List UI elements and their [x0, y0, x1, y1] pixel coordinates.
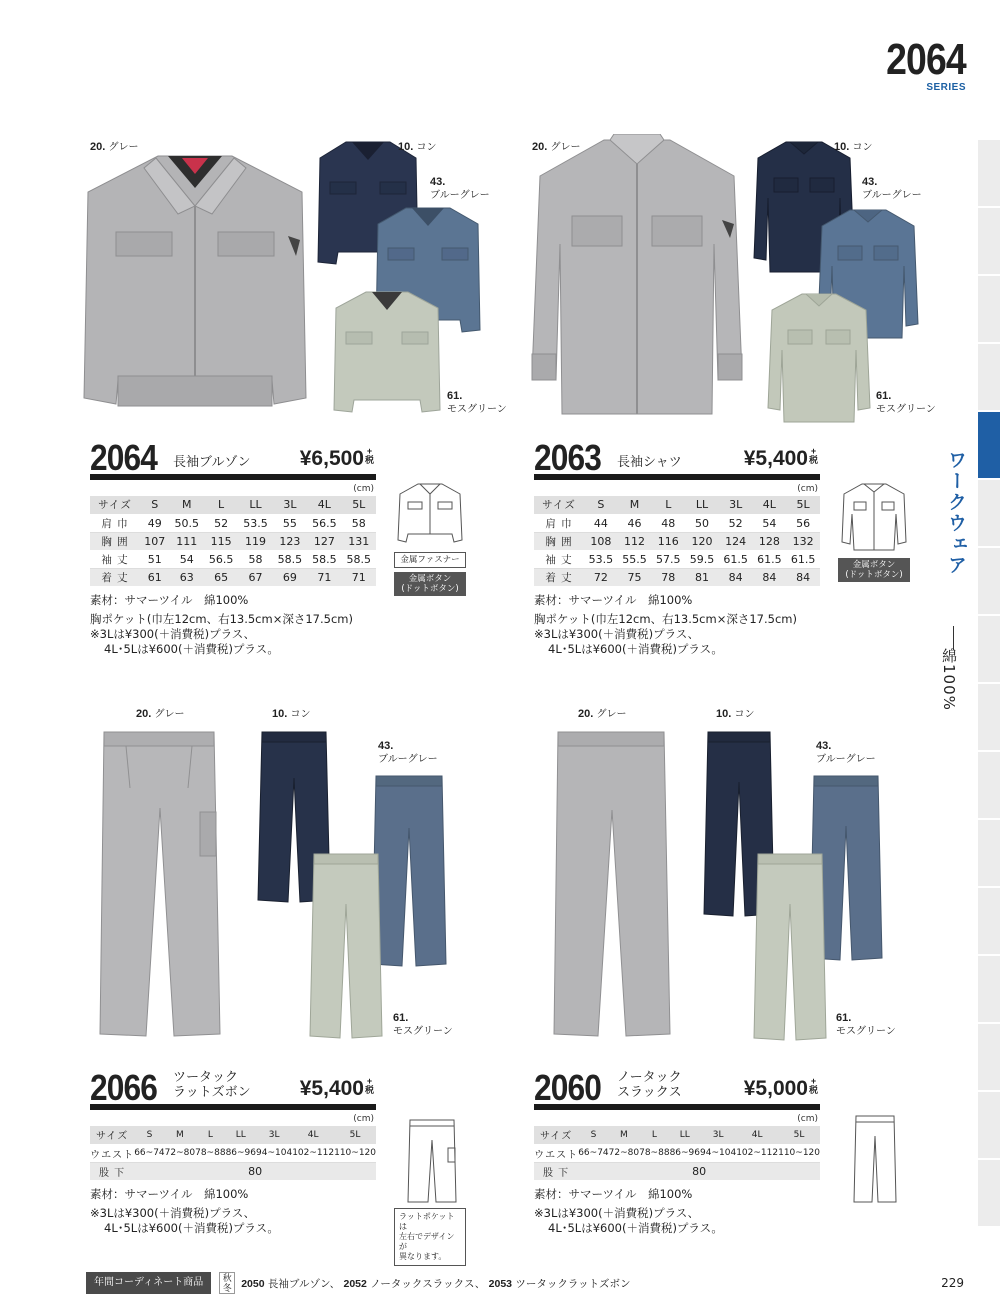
product-notes	[534, 593, 820, 657]
side-tab[interactable]	[978, 888, 1000, 956]
table-row: ウエスト 66~74 72~80 78~88 86~96 94~104 102~112 110~120	[90, 1144, 376, 1162]
season-badge: 秋 冬	[219, 1272, 235, 1294]
side-tab[interactable]	[978, 1160, 1000, 1228]
color-label-mossgreen: 61. モスグリーン	[876, 390, 936, 415]
jacket-mossgreen-photo	[332, 288, 442, 416]
slacks-mossgreen-photo	[752, 850, 828, 1042]
product-code: 2063	[534, 437, 601, 478]
size-header-row: サイズ S M L LL 3L 4L 5L	[90, 1126, 376, 1144]
product-header	[534, 1067, 820, 1110]
coordinate-items: 2050 長袖ブルゾン、 2052 ノータックスラックス、 2053 ツータックラットズボン	[241, 1277, 631, 1290]
jacket-sketch-icon	[396, 480, 464, 546]
product-code: 2064	[90, 437, 157, 478]
color-label-bluegray: 43. ブルーグレー	[430, 176, 490, 201]
color-label-bluegray: 43. ブルーグレー	[862, 176, 922, 201]
color-label-gray: 20. グレー	[90, 141, 139, 153]
table-row: 肩 巾 49 50.5 52 53.5 55 56.5 58	[90, 514, 376, 532]
table-row: 股 下 80	[534, 1162, 820, 1180]
color-label-navy: 10. コン	[716, 708, 755, 720]
side-tab[interactable]	[978, 752, 1000, 820]
size-header-row: サイズ S M L LL 3L 4L 5L	[90, 496, 376, 514]
color-label-navy: 10. コン	[398, 141, 437, 153]
material-text: 素材：サマーツイル 綿100%	[534, 1186, 693, 1201]
table-row: 肩 巾 44 46 48 50 52 54 56	[534, 514, 820, 532]
product-name: 長袖ブルゾン	[173, 455, 251, 470]
pocket-text: 胸ポケット(巾左12cm、右13.5cm×深さ17.5cm)	[90, 611, 353, 626]
product-price: ¥5,000 + 税	[743, 1076, 818, 1100]
size-table	[90, 496, 376, 587]
table-row: 胸 囲 107 111 115 119 123 127 131	[90, 532, 376, 550]
product-header	[534, 437, 820, 480]
product-name: 長袖シャツ	[617, 455, 682, 470]
side-tab-active[interactable]	[978, 412, 1000, 480]
product-2064	[90, 437, 376, 657]
series-label: SERIES	[926, 82, 966, 93]
table-row: 胸 囲 108 112 116 120 124 128 132	[534, 532, 820, 550]
side-tabs	[978, 140, 1000, 1228]
side-material: 綿100%	[940, 648, 958, 711]
side-tab[interactable]	[978, 1024, 1000, 1092]
feature-badge-button: 金属ボタン (ドットボタン)	[394, 572, 466, 596]
product-header	[90, 437, 376, 480]
side-tab[interactable]	[978, 616, 1000, 684]
series-number: 2064	[886, 35, 966, 84]
series-header	[872, 35, 966, 93]
price-note: 4L･5Lは¥600(＋消費税)プラス。	[104, 1220, 279, 1235]
pants-mossgreen-photo	[308, 850, 384, 1040]
table-row: ウエスト 66~74 72~80 78~88 86~96 94~104 102~112 110~120	[534, 1144, 820, 1162]
pocket-note-box: ラットポケットは 左右でデザインが 異なります。	[394, 1208, 466, 1266]
price-note: 4L･5Lは¥600(＋消費税)プラス。	[548, 641, 723, 656]
side-tab[interactable]	[978, 208, 1000, 276]
table-row: 股 下 80	[90, 1162, 376, 1180]
table-row: 袖 丈 53.5 55.5 57.5 59.5 61.5 61.5 61.5	[534, 550, 820, 568]
material-text: 素材：サマーツイル 綿100%	[90, 1186, 249, 1201]
feature-badge-button: 金属ボタン (ドットボタン)	[838, 558, 910, 582]
side-tab[interactable]	[978, 820, 1000, 888]
size-table	[90, 1126, 376, 1181]
side-divider	[953, 626, 954, 650]
footer	[86, 1271, 976, 1295]
shirt-sketch-icon	[840, 480, 908, 552]
shirt-gray-photo	[528, 134, 746, 420]
table-row: 着 丈 72 75 78 81 84 84 84	[534, 568, 820, 586]
table-row: 袖 丈 51 54 56.5 58 58.5 58.5 58.5	[90, 550, 376, 568]
slacks-gray-photo	[550, 728, 672, 1040]
price-note: ※3Lは¥300(＋消費税)プラス、	[534, 626, 700, 641]
product-notes	[90, 593, 376, 657]
size-table	[534, 1126, 820, 1181]
price-note: ※3Lは¥300(＋消費税)プラス、	[90, 1205, 256, 1220]
color-label-bluegray: 43. ブルーグレー	[378, 740, 438, 765]
color-label-gray: 20. グレー	[578, 708, 627, 720]
product-2063	[534, 437, 820, 657]
size-header-row: サイズ S M L LL 3L 4L 5L	[534, 496, 820, 514]
side-tab[interactable]	[978, 548, 1000, 616]
color-label-gray: 20. グレー	[532, 141, 581, 153]
pants-sketch-icon	[406, 1118, 458, 1204]
side-tab[interactable]	[978, 684, 1000, 752]
side-category: ワークウェア	[945, 450, 967, 576]
shirt-mossgreen-photo	[766, 290, 872, 424]
material-text: 素材：サマーツイル 綿100%	[534, 592, 693, 607]
jacket-gray-photo	[78, 148, 312, 414]
feature-badge-zipper: 金属ファスナー	[394, 552, 466, 568]
side-tab[interactable]	[978, 344, 1000, 412]
product-name: ツータック ラットズボン	[173, 1070, 251, 1100]
product-name: ノータック スラックス	[617, 1070, 682, 1100]
color-label-gray: 20. グレー	[136, 708, 185, 720]
pocket-text: 胸ポケット(巾左12cm、右13.5cm×深さ17.5cm)	[534, 611, 797, 626]
material-text: 素材：サマーツイル 綿100%	[90, 592, 249, 607]
side-tab[interactable]	[978, 1092, 1000, 1160]
product-2066	[90, 1067, 376, 1236]
color-label-navy: 10. コン	[272, 708, 311, 720]
product-price: ¥5,400 + 税	[743, 446, 818, 470]
slacks-sketch-icon	[852, 1114, 898, 1204]
color-label-mossgreen: 61. モスグリーン	[447, 390, 507, 415]
coordinate-tag: 年間コーディネート商品	[86, 1272, 211, 1294]
color-label-bluegray: 43. ブルーグレー	[816, 740, 876, 765]
side-tab[interactable]	[978, 140, 1000, 208]
size-header-row: サイズ S M L LL 3L 4L 5L	[534, 1126, 820, 1144]
color-label-mossgreen: 61. モスグリーン	[836, 1012, 896, 1037]
unit-label: (cm)	[797, 1114, 818, 1124]
product-price: ¥6,500 + 税	[299, 446, 374, 470]
product-code: 2066	[90, 1067, 157, 1108]
product-price: ¥5,400 + 税	[299, 1076, 374, 1100]
price-note: ※3Lは¥300(＋消費税)プラス、	[90, 626, 256, 641]
side-tab[interactable]	[978, 956, 1000, 1024]
unit-label: (cm)	[353, 484, 374, 494]
price-note: 4L･5Lは¥600(＋消費税)プラス。	[104, 641, 279, 656]
side-tab[interactable]	[978, 480, 1000, 548]
table-row: 着 丈 61 63 65 67 69 71 71	[90, 568, 376, 586]
size-table	[534, 496, 820, 587]
pants-gray-photo	[96, 728, 222, 1040]
product-2060	[534, 1067, 820, 1236]
unit-label: (cm)	[353, 1114, 374, 1124]
page-number: 229	[941, 1276, 964, 1290]
unit-label: (cm)	[797, 484, 818, 494]
product-header	[90, 1067, 376, 1110]
price-note: ※3Lは¥300(＋消費税)プラス、	[534, 1205, 700, 1220]
side-tab[interactable]	[978, 276, 1000, 344]
product-code: 2060	[534, 1067, 601, 1108]
color-label-navy: 10. コン	[834, 141, 873, 153]
color-label-mossgreen: 61. モスグリーン	[393, 1012, 453, 1037]
product-notes	[90, 1187, 376, 1236]
price-note: 4L･5Lは¥600(＋消費税)プラス。	[548, 1220, 723, 1235]
product-notes	[534, 1187, 820, 1236]
